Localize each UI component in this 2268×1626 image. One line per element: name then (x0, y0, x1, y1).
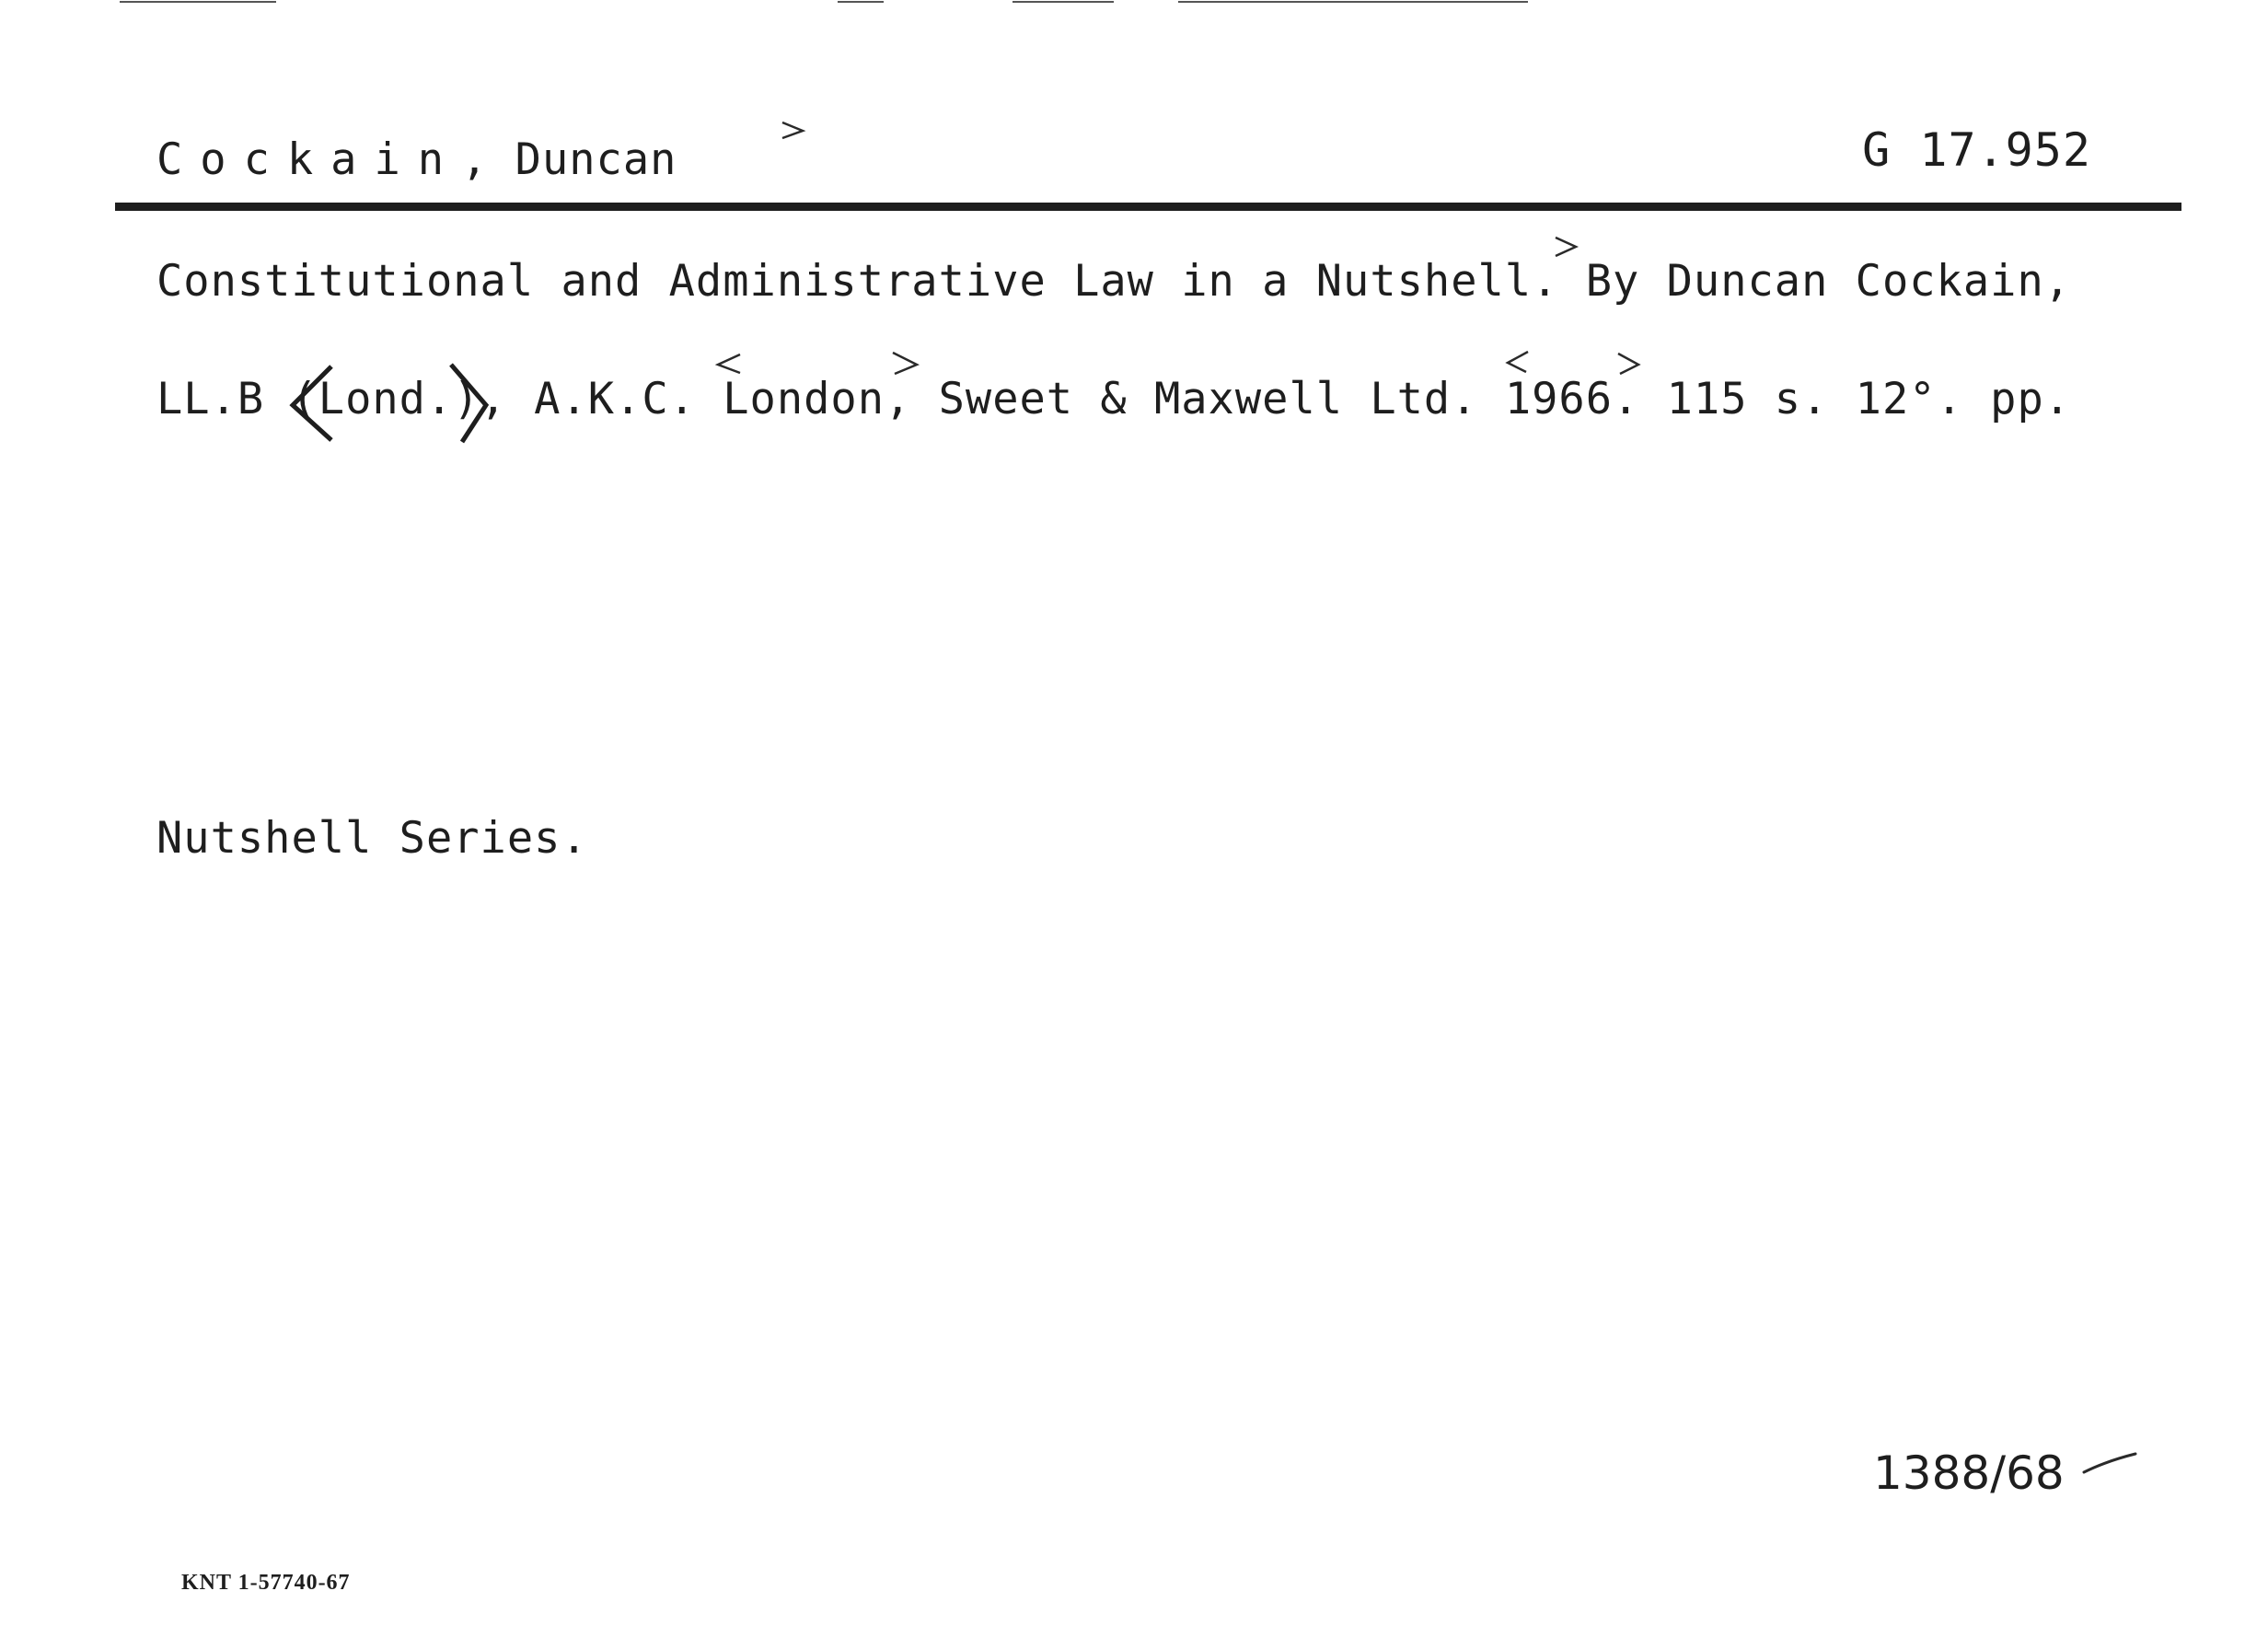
pen-flourish-icon (2082, 1452, 2137, 1476)
imprint-statement: LL.B (Lond.), A.K.C. London, Sweet & Maxwell Ltd. 1966. 115 s. 12°. pp. (156, 374, 2072, 424)
shelfmark: G 17.952 (1862, 123, 2091, 177)
author-surname: Cockain (156, 134, 462, 185)
series-statement: Nutshell Series. (156, 813, 588, 864)
author-forename: , Duncan (461, 134, 677, 185)
author-heading (156, 134, 677, 185)
heading-rule (115, 203, 2181, 211)
title-statement: Constitutional and Administrative Law in a Nutshell. By Duncan Cockain, (156, 256, 2072, 307)
card-print-code: KNT 1-57740-67 (181, 1571, 351, 1595)
accession-number: 1388/68 (1873, 1446, 2065, 1500)
